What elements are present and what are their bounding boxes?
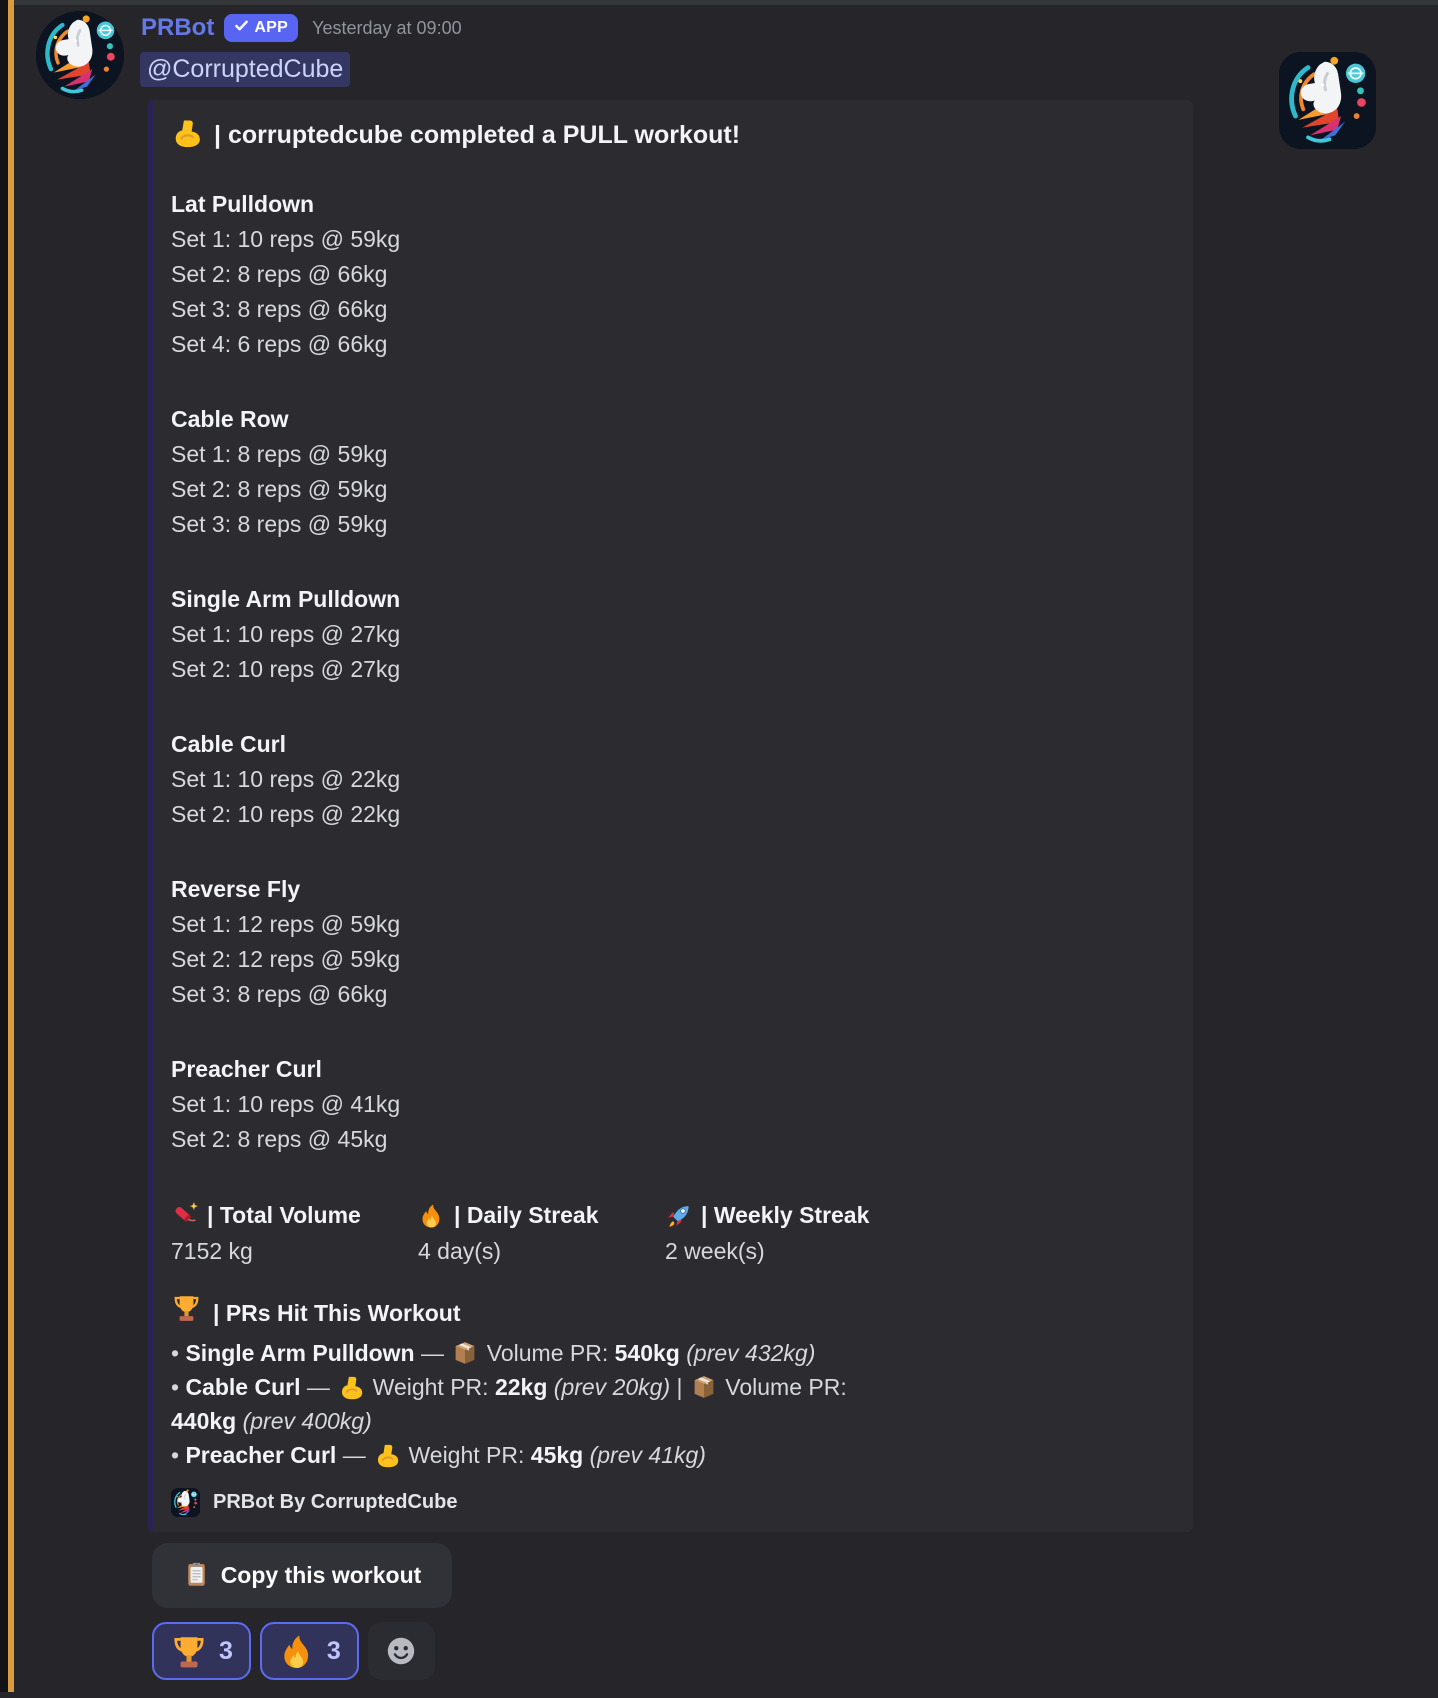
set-line: Set 3: 8 reps @ 66kg [171, 296, 388, 322]
set-line: Set 2: 8 reps @ 45kg [171, 1126, 388, 1152]
set-line: Set 1: 10 reps @ 27kg [171, 621, 401, 647]
trophy-icon [171, 1292, 202, 1323]
exercise-fields [171, 187, 1173, 1157]
exercise-field [171, 582, 1173, 687]
reactions-row [152, 1622, 435, 1680]
stat-field [418, 1197, 665, 1270]
set-line: Set 1: 12 reps @ 59kg [171, 911, 401, 937]
workout-embed [148, 100, 1193, 1532]
stat-title: | Weekly Streak [665, 1197, 912, 1233]
exercise-field [171, 872, 1173, 1012]
exercise-name: Lat Pulldown [171, 191, 315, 217]
bot-avatar[interactable] [36, 11, 124, 99]
muscle-icon [171, 117, 202, 153]
pr-line: 440kg (prev 400kg) [171, 1408, 372, 1434]
clipboard-icon [183, 1561, 210, 1588]
stat-value: 4 day(s) [418, 1238, 502, 1264]
set-line: Set 4: 6 reps @ 66kg [171, 331, 388, 357]
exercise-name: Preacher Curl [171, 1056, 322, 1082]
prs-title: | PRs Hit This Workout [171, 1292, 1173, 1334]
reaction-fire[interactable] [260, 1622, 359, 1680]
reaction-trophy[interactable] [152, 1622, 251, 1680]
set-line: Set 1: 10 reps @ 41kg [171, 1091, 401, 1117]
set-line: Set 2: 10 reps @ 27kg [171, 656, 401, 682]
package-icon [691, 1374, 717, 1400]
set-line: Set 3: 8 reps @ 66kg [171, 981, 388, 1007]
set-line: Set 1: 10 reps @ 59kg [171, 226, 401, 252]
set-line: Set 2: 10 reps @ 22kg [171, 801, 401, 827]
trophy-icon [171, 1292, 202, 1334]
stat-field [171, 1197, 418, 1270]
stats-row [171, 1197, 1173, 1270]
unread-marker-bar [8, 0, 14, 1692]
embed-thumbnail[interactable] [1279, 52, 1376, 149]
exercise-field [171, 727, 1173, 832]
set-line: Set 2: 8 reps @ 66kg [171, 261, 388, 287]
reaction-count: 3 [219, 1636, 233, 1665]
prbot-logo [1279, 52, 1376, 149]
muscle-icon [338, 1374, 364, 1400]
pr-line: • Single Arm Pulldown — Volume PR: 540kg (prev 432kg) [171, 1340, 816, 1366]
add-reaction-button[interactable] [368, 1622, 435, 1680]
fire-icon [418, 1202, 445, 1229]
fire-icon [278, 1632, 316, 1670]
message-header [141, 14, 462, 42]
prbot-logo [36, 11, 124, 99]
prbot-logo [171, 1488, 200, 1517]
set-line: Set 3: 8 reps @ 59kg [171, 511, 388, 537]
package-icon [452, 1340, 478, 1366]
check-icon [234, 18, 249, 33]
dynamite-icon [171, 1202, 198, 1229]
copy-workout-button[interactable]: Copy this workout [152, 1543, 452, 1608]
top-divider [0, 0, 1438, 5]
reaction-count: 3 [326, 1636, 341, 1665]
footer-bot-icon [171, 1488, 200, 1517]
message-timestamp: Yesterday at 09:00 [312, 17, 462, 38]
set-line: Set 1: 8 reps @ 59kg [171, 441, 388, 467]
user-mention[interactable]: @CorruptedCube [140, 52, 350, 87]
stat-value: 7152 kg [171, 1238, 253, 1264]
left-gutter [0, 0, 8, 1692]
embed-title: | corruptedcube completed a PULL workout! [171, 117, 1173, 153]
exercise-field [171, 1052, 1173, 1157]
clipboard-icon [183, 1561, 210, 1591]
rocket-icon [665, 1202, 692, 1229]
exercise-field [171, 402, 1173, 542]
pr-line: • Preacher Curl — Weight PR: 45kg (prev 41kg) [171, 1442, 706, 1468]
stat-title: | Total Volume [171, 1197, 418, 1233]
muscle-icon [171, 117, 202, 148]
pr-line: • Cable Curl — Weight PR: 22kg (prev 20kg) | Volume PR: [171, 1374, 847, 1400]
stat-title: | Daily Streak [418, 1197, 665, 1233]
muscle-icon [374, 1442, 400, 1468]
bot-username[interactable]: PRBot [141, 14, 215, 41]
exercise-name: Cable Row [171, 406, 289, 432]
prs-section [171, 1292, 1173, 1472]
set-line: Set 2: 8 reps @ 59kg [171, 476, 388, 502]
stat-value: 2 week(s) [665, 1238, 765, 1264]
set-line: Set 2: 12 reps @ 59kg [171, 946, 401, 972]
embed-footer [171, 1488, 1173, 1517]
trophy-icon [170, 1632, 208, 1670]
exercise-field [171, 187, 1173, 362]
footer-text: PRBot By CorruptedCube [213, 1491, 458, 1513]
verified-check-icon [234, 18, 249, 38]
stat-field [665, 1197, 912, 1270]
exercise-name: Reverse Fly [171, 876, 301, 902]
smiley-icon [384, 1634, 418, 1668]
exercise-name: Single Arm Pulldown [171, 586, 401, 612]
exercise-name: Cable Curl [171, 731, 287, 757]
set-line: Set 1: 10 reps @ 22kg [171, 766, 401, 792]
app-badge: APP [224, 14, 298, 42]
